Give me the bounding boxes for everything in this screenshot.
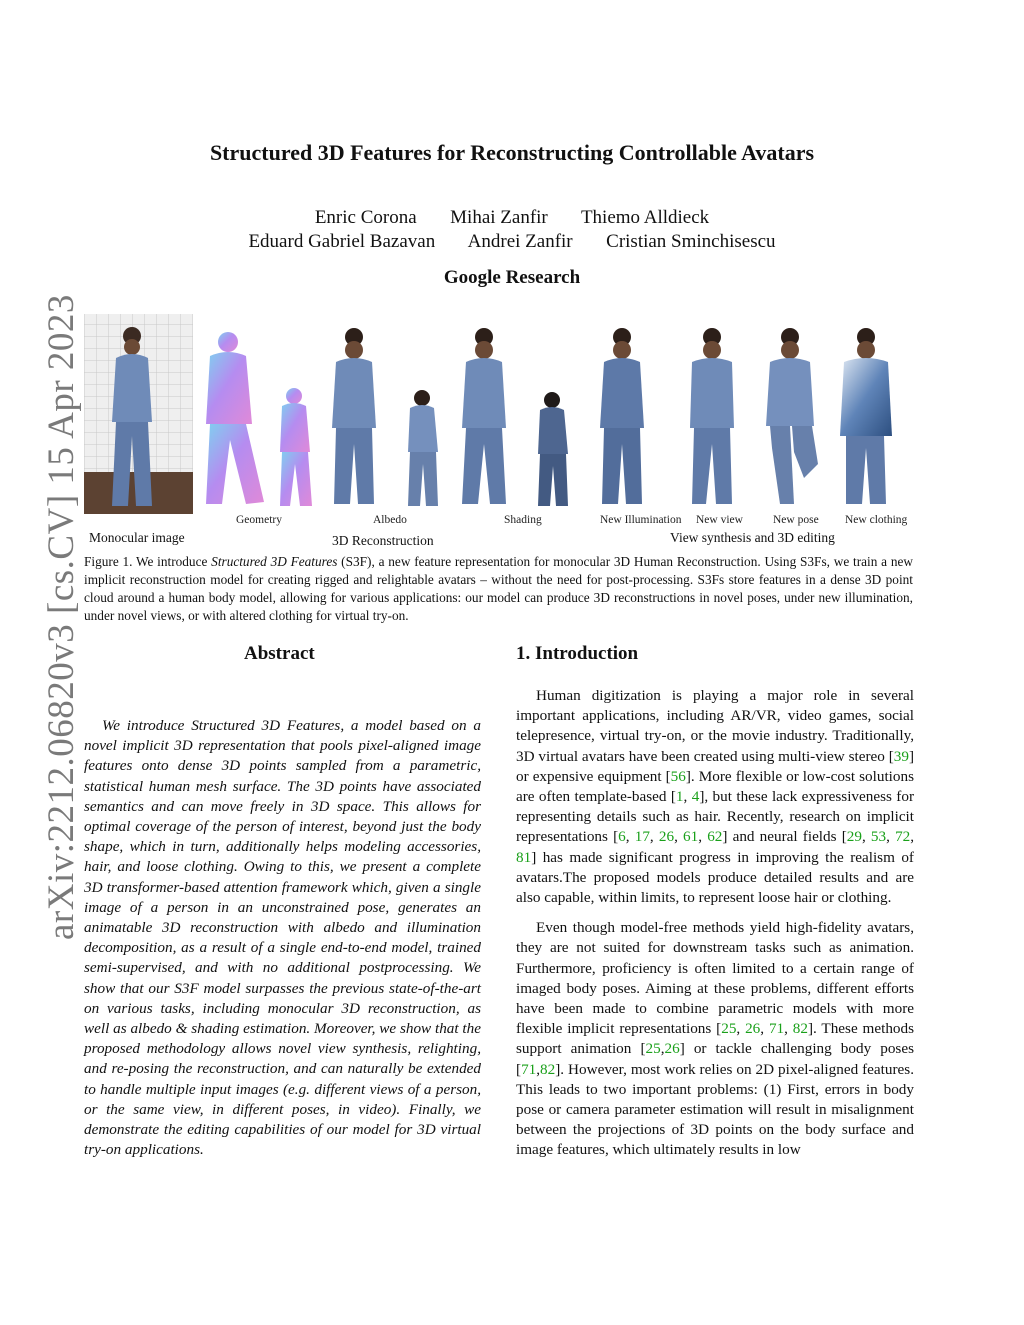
intro-text: ] or tackle challenging body poses [ (516, 1040, 914, 1078)
authors-line-1 (0, 207, 1024, 229)
intro-text: ] or expensive equipment [ (516, 747, 914, 785)
author-name: Cristian Sminchisescu (606, 231, 776, 252)
intro-text: , (674, 828, 684, 846)
arxiv-identifier: arXiv:2212.06820v3 [cs.CV] 15 Apr 2023 (41, 294, 82, 940)
shading-back-figure (538, 392, 568, 506)
figure-1-illustration (84, 312, 914, 517)
author-name: Enric Corona (314, 207, 417, 228)
caption-emph: Structured 3D Features (211, 554, 338, 569)
citation-link[interactable]: 1 (675, 788, 684, 806)
intro-text: , (698, 828, 708, 846)
intro-text: , (861, 828, 871, 846)
albedo-back-figure (408, 390, 438, 506)
abstract-heading: Abstract (244, 643, 315, 664)
citation-link[interactable]: 82 (792, 1020, 808, 1038)
intro-text: , (910, 828, 915, 846)
intro-text: ]. More flexible or low-cost solutions are often template-based [ (516, 767, 915, 806)
label-geometry: Geometry (236, 514, 282, 526)
citation-link[interactable]: 71 (521, 1060, 537, 1078)
label-new-illumination: New Illumination (600, 514, 682, 526)
label-albedo: Albedo (373, 514, 407, 526)
intro-paragraph-1 (516, 686, 914, 908)
affiliation: Google Research (443, 267, 581, 288)
caption-rest: (S3F), a new feature representation for monocular 3D Human Reconstruction. Using S3Fs, we train a new implicit reconstruction model for creating rigged and relightable avatars – without the need for post-processing. S3Fs store features in a dense 3D point cloud around a human body model, allowing for various applications: our model can produce 3D reconstructions in novel poses, under new illumination, under novel views, or with altered clothing for virtual try-on. (84, 554, 913, 623)
new-pose-figure (766, 328, 818, 504)
intro-text: , (660, 1040, 665, 1058)
intro-text: ], but these lack expressiveness for representing details such as hair. Recently, research on implicit representations [ (516, 788, 915, 846)
citation-link[interactable]: 81 (516, 848, 532, 866)
label-shading: Shading (504, 514, 542, 526)
citation-link[interactable]: 26 (658, 828, 675, 846)
group-3d-reconstruction: 3D Reconstruction (332, 533, 434, 548)
intro-text: ] has made significant progress in improving the realism of avatars.The proposed models produce detailed results and are also capable, within limits, to represent loose hair or clothing. (516, 848, 914, 907)
intro-text: , (736, 1020, 746, 1038)
label-new-clothing: New clothing (845, 514, 908, 526)
new-illumination-figure (600, 328, 644, 504)
label-new-pose: New pose (773, 514, 819, 526)
citation-link[interactable]: 39 (893, 747, 909, 765)
citation-link[interactable]: 26 (745, 1020, 761, 1038)
citation-link[interactable]: 17 (634, 828, 650, 846)
intro-text: , (886, 828, 896, 846)
citation-link[interactable]: 62 (707, 828, 723, 846)
citation-link[interactable]: 61 (683, 828, 699, 846)
citation-link[interactable]: 26 (664, 1040, 680, 1058)
authors-line-2 (0, 231, 1024, 253)
geometry-front-figure (206, 332, 264, 504)
intro-paragraph-2 (516, 918, 914, 1160)
albedo-front-figure (332, 328, 376, 504)
intro-text: ]. However, most work relies on 2D pixel-aligned features. This leads to two important problems: (1) First, errors in body pose or camera parameter estimation will result in misalignment between the projections of 3D points on the body surface and image features, which ultimately results in low (516, 1060, 914, 1159)
group-monocular-image: Monocular image (89, 530, 185, 545)
author-name: Andrei Zanfir (467, 231, 573, 252)
intro-heading: 1. Introduction (516, 643, 639, 664)
intro-text: Human digitization is playing a major role in several important applications, including AR/VR, video games, social telepresence, virtual try-on, or the movie industry. Traditionally, 3D virtual avatars have been created using multi-view stereo [ (516, 687, 914, 765)
citation-link[interactable]: 29 (846, 828, 862, 846)
author-name: Mihai Zanfir (450, 207, 548, 228)
abstract-text: We introduce Structured 3D Features, a model based on a novel implicit 3D representation that pools pixel-aligned image features onto dense 3D points sampled from a parametric, statistical human mesh surface. The 3D points have associated semantics and can move freely in 3D space. This allows for optimal coverage of the person of interest, beyond just the body shape, which in turn, additionally helps modeling accessories, hair, and loose clothing. Owing to this, we present a complete 3D transformer-based attention framework which, given a single image of a person in an unconstrained pose, generates an animatable 3D reconstruction with albedo and illumination decomposition, as a result of a single end-to-end model, trained semi-supervised, and with no additional postprocessing. We show that our S3F model surpasses the previous state-of-the-art on various tasks, including monocular 3D reconstruction, as well as albedo & shading estimation. Moreover, we show that the proposed methodology allows novel view synthesis, relighting, and re-posing the reconstruction, and can naturally be extended to handle multiple input images (e.g. different views of a person, or the same view, in different poses, in video). Finally, we demonstrate the editing capabilities of our model for 3D virtual try-on applications. (84, 717, 481, 1159)
citation-link[interactable]: 25 (721, 1020, 737, 1038)
citation-link[interactable]: 6 (618, 828, 626, 846)
citation-link[interactable]: 4 (691, 788, 700, 806)
group-view-synthesis: View synthesis and 3D editing (670, 530, 835, 545)
label-new-view: New view (696, 514, 743, 526)
citation-link[interactable]: 25 (645, 1040, 661, 1058)
figure-1 (84, 312, 914, 526)
citation-link[interactable]: 72 (895, 828, 911, 846)
intro-text: , (683, 788, 692, 806)
intro-text: , (649, 828, 659, 846)
caption-prefix: Figure 1. We introduce (84, 554, 212, 569)
intro-text: Even though model-free methods yield high-fidelity avatars, they are not suited for downstream tasks such as animation. Furthermore, proficiency is often limited to a certain range of imaged body poses. Aiming at these problems, different efforts have been made to combine parametric models with more flexible implicit representations [ (516, 919, 914, 1038)
intro-text: , (625, 828, 635, 846)
author-name: Thiemo Alldieck (580, 207, 710, 228)
paper-title: Structured 3D Features for Reconstructing Controllable Avatars (209, 140, 815, 165)
citation-link[interactable]: 56 (670, 767, 686, 785)
shading-front-figure (462, 328, 506, 504)
intro-text: , (784, 1020, 793, 1038)
new-view-figure (690, 328, 734, 504)
geometry-back-figure (280, 388, 312, 506)
figure-caption (84, 553, 913, 625)
author-name: Eduard Gabriel Bazavan (248, 231, 436, 252)
intro-text: ] and neural fields [ (722, 828, 847, 846)
citation-link[interactable]: 71 (768, 1020, 785, 1038)
intro-text: ]. These methods support animation [ (516, 1020, 915, 1058)
intro-text: , (536, 1060, 541, 1078)
citation-link[interactable]: 82 (540, 1060, 556, 1078)
intro-text: , (760, 1020, 769, 1038)
intro-body (516, 686, 914, 1171)
new-clothing-figure (840, 328, 892, 504)
citation-link[interactable]: 53 (870, 828, 887, 846)
